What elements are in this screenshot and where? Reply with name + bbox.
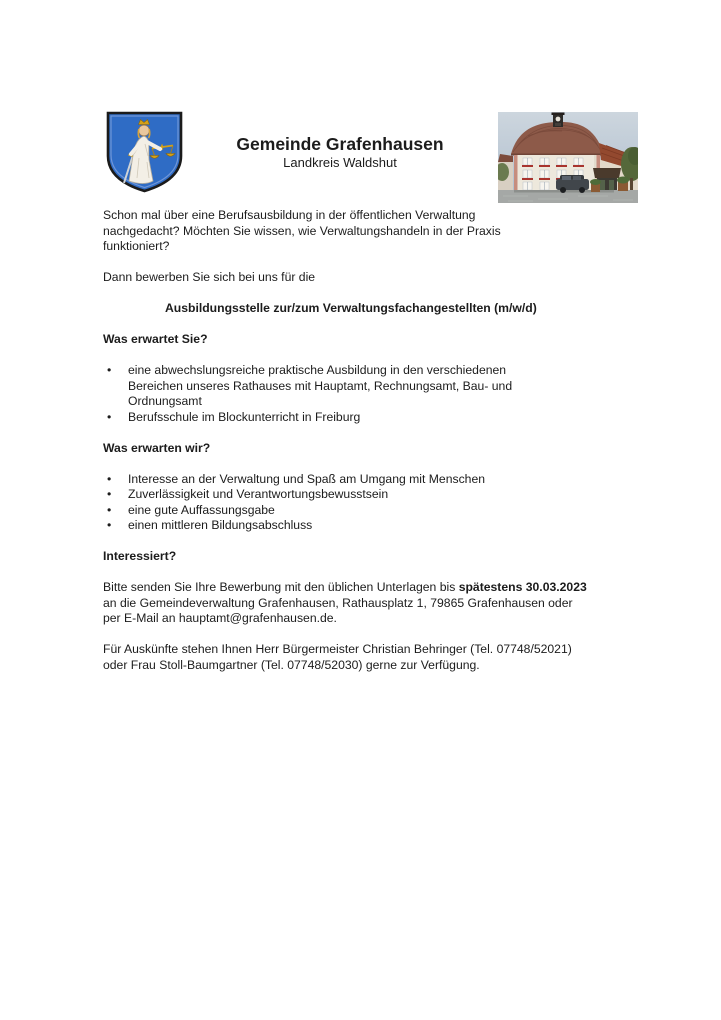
text-line: Berufsschule im Blockunterricht in Freiburg bbox=[128, 409, 361, 424]
bullet-icon: • bbox=[107, 471, 112, 486]
requirements-list bbox=[103, 472, 535, 534]
expectations-list bbox=[103, 363, 535, 425]
list-item bbox=[103, 503, 535, 519]
text-line: Für Auskünfte stehen Ihnen Herr Bürgermeister Christian Behringer (Tel. 07748/52021) bbox=[103, 642, 572, 656]
text-line bbox=[103, 580, 639, 596]
grafenhausen-coat-of-arms-icon bbox=[103, 110, 186, 194]
application-instructions bbox=[103, 580, 639, 627]
text-line: eine abwechslungsreiche praktische Ausbildung in den verschiedenen bbox=[128, 363, 507, 377]
list-item-text: eine gute Auffassungsgabe bbox=[128, 502, 275, 517]
document-body bbox=[103, 208, 639, 689]
text-line: an die Gemeindeverwaltung Grafenhausen, Rathausplatz 1, 79865 Grafenhausen oder bbox=[103, 595, 573, 610]
apply-invitation: Dann bewerben Sie sich bei uns für die bbox=[103, 270, 316, 284]
list-item bbox=[103, 410, 535, 426]
bullet-icon: • bbox=[107, 363, 112, 377]
bullet-icon: • bbox=[107, 518, 112, 532]
list-item-text: Interesse an der Verwaltung und Spaß am Umgang mit Menschen bbox=[128, 471, 486, 486]
requirements-heading: Was erwarten wir? bbox=[103, 440, 211, 455]
application-deadline: spätestens 30.03.2023 bbox=[458, 580, 587, 594]
coat-of-arms-svg bbox=[103, 110, 186, 194]
page-title: Gemeinde Grafenhausen bbox=[236, 134, 444, 154]
list-item bbox=[103, 487, 535, 503]
position-title: Ausbildungsstelle zur/zum Verwaltungsfachangestellten (m/w/d) bbox=[165, 301, 537, 315]
intro-paragraph bbox=[103, 208, 639, 255]
list-item bbox=[103, 363, 535, 410]
page-subtitle: Landkreis Waldshut bbox=[283, 155, 397, 170]
rathaus-photo-svg bbox=[498, 112, 638, 203]
application-deadline-prefix: Bitte senden Sie Ihre Bewerbung mit den üblichen Unterlagen bis bbox=[103, 580, 459, 594]
text-line: Bereichen unseres Rathauses mit Hauptamt, Rechnungsamt, Bau- und bbox=[128, 378, 513, 393]
text-line: funktioniert? bbox=[103, 239, 170, 253]
bullet-icon: • bbox=[107, 502, 112, 517]
bullet-icon: • bbox=[107, 487, 112, 501]
text-line: Schon mal über eine Berufsausbildung in der öffentlichen Verwaltung bbox=[103, 208, 476, 222]
text-line: oder Frau Stoll-Baumgartner (Tel. 07748/52030) gerne zur Verfügung. bbox=[103, 657, 480, 672]
interested-heading: Interessiert? bbox=[103, 549, 177, 563]
contact-info bbox=[103, 642, 639, 673]
list-item bbox=[103, 472, 535, 488]
expectations-heading: Was erwartet Sie? bbox=[103, 332, 208, 346]
text-line: Ordnungsamt bbox=[128, 394, 202, 408]
list-item-text: einen mittleren Bildungsabschluss bbox=[128, 518, 313, 532]
list-item bbox=[103, 518, 535, 534]
list-item-text: Zuverlässigkeit und Verantwortungsbewusstsein bbox=[128, 487, 389, 501]
text-line: nachgedacht? Möchten Sie wissen, wie Verwaltungshandeln in der Praxis bbox=[103, 223, 501, 238]
text-line: per E-Mail an hauptamt@grafenhausen.de. bbox=[103, 611, 337, 625]
bullet-icon: • bbox=[107, 409, 112, 424]
rathaus-photo bbox=[498, 112, 638, 203]
header-title-block bbox=[220, 135, 460, 170]
